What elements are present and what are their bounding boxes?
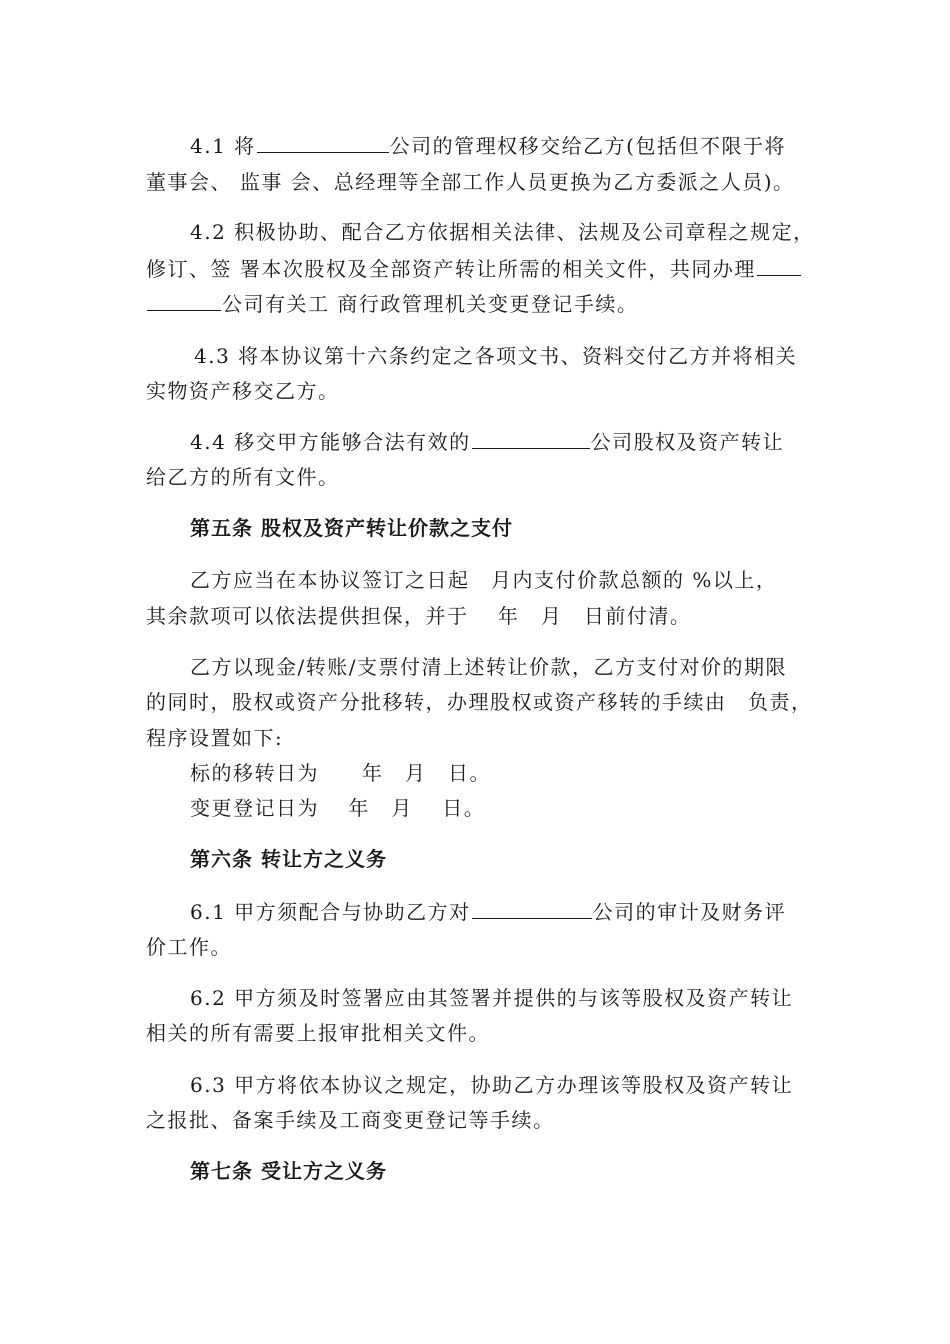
fill-blank-company-name — [472, 900, 592, 919]
article-5-para-2-line-3: 程序设置如下: — [146, 726, 284, 750]
article-5-heading: 第五条 股权及资产转让价款之支付 — [190, 516, 513, 540]
clause-6-1-line-2: 价工作。 — [146, 935, 232, 959]
article-5-para-2-line-1: 乙方以现金/转账/支票付清上述转让价款，乙方支付对价的期限 — [190, 655, 787, 679]
fill-blank-company-name — [757, 257, 801, 276]
article-6-heading: 第六条 转让方之义务 — [190, 847, 387, 871]
transfer-date-line: 标的移转日为 年 月 日。 — [190, 761, 491, 785]
fill-blank-company-name — [257, 134, 389, 153]
fill-blank-company-name — [472, 430, 590, 449]
clause-4-4-line-1 — [190, 430, 784, 454]
clause-6-2-line-2: 相关的所有需要上报审批相关文件。 — [146, 1021, 490, 1045]
clause-4-4-prefix: 4.4 移交甲方能够合法有效的 — [190, 430, 471, 454]
clause-4-3-line-2: 实物资产移交乙方。 — [146, 379, 340, 403]
clause-6-3-line-1: 6.3 甲方将依本协议之规定，协助乙方办理该等股权及资产转让 — [190, 1073, 794, 1097]
clause-6-1-prefix: 6.1 甲方须配合与协助乙方对 — [190, 900, 471, 924]
clause-4-4-line-2: 给乙方的所有文件。 — [146, 465, 340, 489]
article-5-para-1-line-1: 乙方应当在本协议签订之日起 月内支付价款总额的 %以上， — [190, 568, 778, 592]
article-5-para-2-line-2: 的同时，股权或资产分批移转，办理股权或资产移转的手续由 负责， — [146, 690, 813, 714]
clause-4-2-line-2 — [146, 257, 802, 281]
clause-6-1-text: 公司的审计及财务评 — [592, 900, 787, 924]
clause-4-1-prefix: 4.1 将 — [190, 134, 256, 158]
registration-date-line: 变更登记日为 年 月 日。 — [190, 796, 486, 820]
clause-4-2-line-1: 4.2 积极协助、配合乙方依据相关法律、法规及公司章程之规定， — [190, 220, 815, 244]
clause-4-2-text: 修订、签 署本次股权及全部资产转让所需的相关文件，共同办理 — [146, 257, 756, 281]
clause-4-1-line-2: 董事会、 监事 会、总经理等全部工作人员更换为乙方委派之人员)。 — [146, 170, 795, 194]
clause-4-1-line-1 — [190, 134, 786, 158]
clause-4-1-text: 公司的管理权移交给乙方(包括但不限于将 — [389, 134, 786, 158]
clause-4-3-line-1: 4.3 将本协议第十六条约定之各项文书、资料交付乙方并将相关 — [194, 344, 798, 368]
clause-4-4-text: 公司股权及资产转让 — [590, 430, 785, 454]
clause-6-3-line-2: 之报批、备案手续及工商变更登记等手续。 — [146, 1108, 555, 1132]
clause-6-2-line-1: 6.2 甲方须及时签署应由其签署并提供的与该等股权及资产转让 — [190, 986, 794, 1010]
fill-blank-company-name — [147, 292, 221, 311]
article-5-para-1-line-2: 其余款项可以依法提供担保，并于 年 月 日前付清。 — [146, 604, 692, 628]
clause-4-2-line-3 — [146, 292, 638, 316]
clause-6-1-line-1 — [190, 900, 786, 924]
article-7-heading: 第七条 受让方之义务 — [190, 1159, 387, 1183]
clause-4-2-text-end: 公司有关工 商行政管理机关变更登记手续。 — [222, 292, 639, 316]
